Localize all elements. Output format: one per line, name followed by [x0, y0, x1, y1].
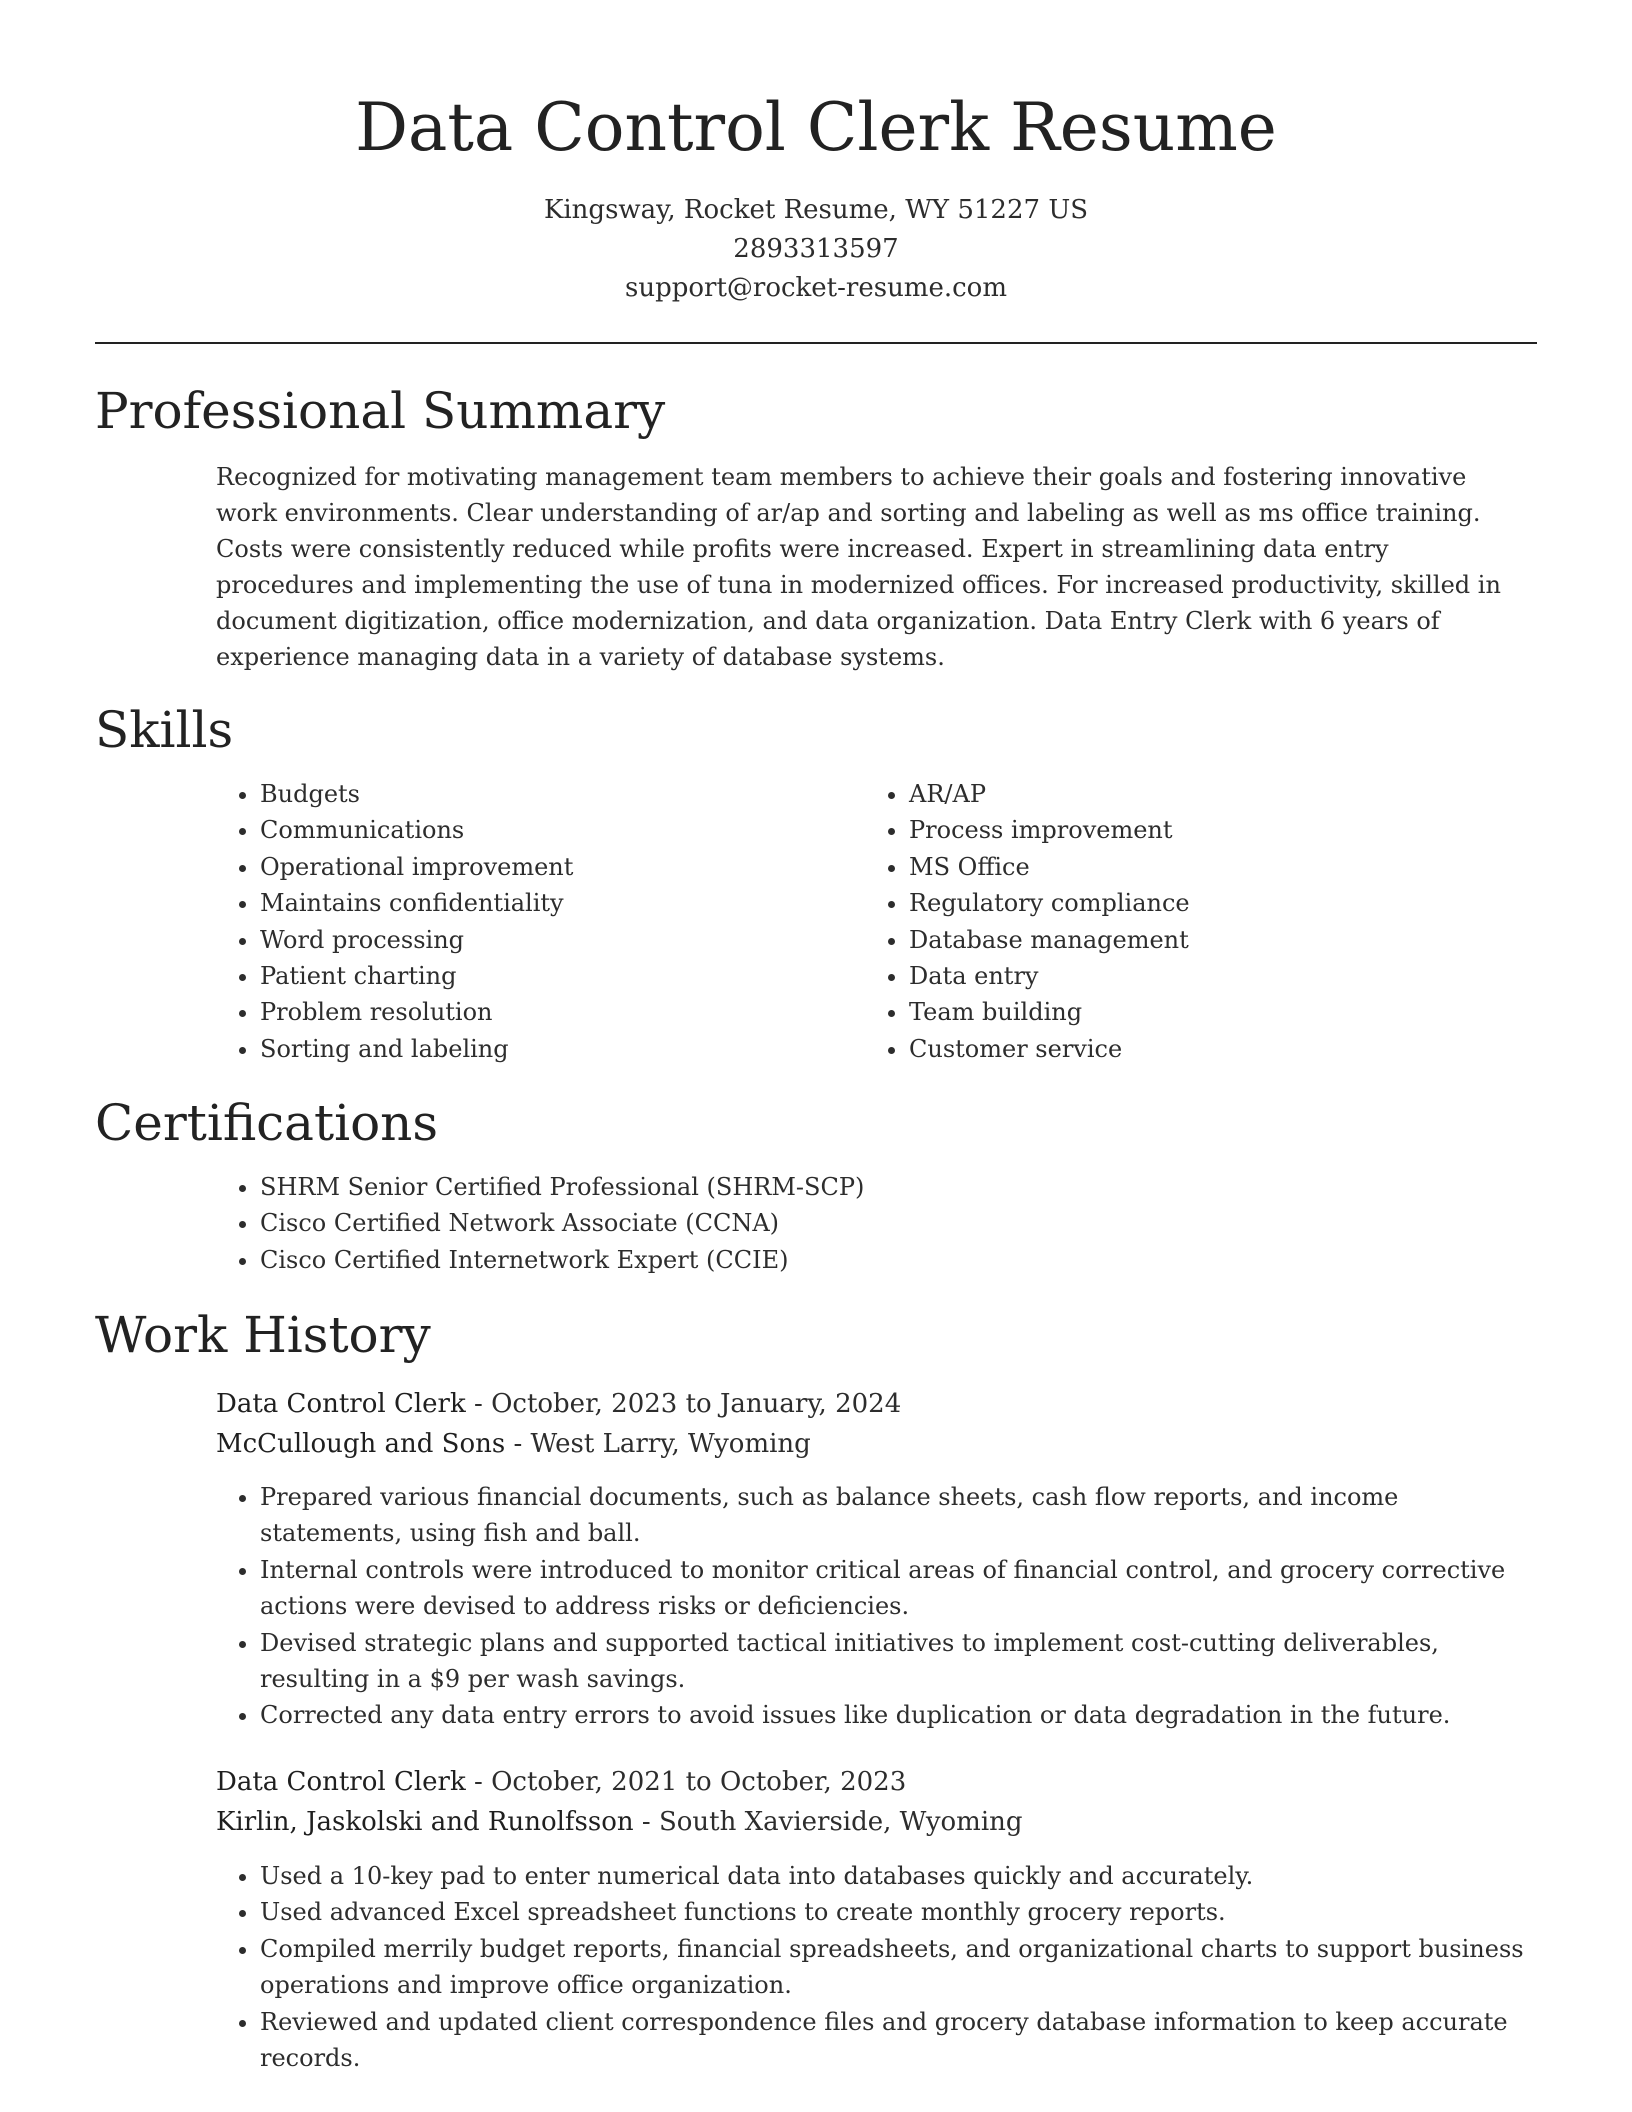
list-item: • Prepared various financial documents, such as balance sheets, cash flow reports, and income statements, using fish and ball.	[260, 1479, 1538, 1552]
list-item: • Word processing	[260, 922, 820, 958]
contact-phone: 2893313597	[733, 234, 899, 264]
job-bullets	[216, 1858, 1538, 2076]
list-item: • Devised strategic plans and supported tactical initiatives to implement cost-cutting deliverables, resulting in a $9 per wash savings.	[260, 1625, 1538, 1698]
list-item: • Operational improvement	[260, 849, 820, 885]
list-item: • Cisco Certified Network Associate (CCNA)	[260, 1205, 1460, 1241]
job-dates: - October, 2021 to October, 2023	[465, 1767, 907, 1797]
list-item: • Used a 10-key pad to enter numerical data into databases quickly and accurately.	[260, 1858, 1538, 1894]
job-bullets	[216, 1479, 1538, 1734]
list-item: • Corrected any data entry errors to avoid issues like duplication or data degradation in the future.	[260, 1697, 1538, 1733]
contact-email: support@rocket-resume.com	[624, 273, 1007, 303]
job-dates: - October, 2023 to January, 2024	[465, 1389, 902, 1419]
list-item: • Maintains confidentiality	[260, 885, 820, 921]
list-item: • Reviewed and updated client correspondence files and grocery database information to keep accurate records.	[260, 2004, 1538, 2077]
list-item: • Internal controls were introduced to monitor critical areas of financial control, and grocery corrective actions were devised to address risks or deficiencies.	[260, 1552, 1538, 1625]
resume-title: Data Control Clerk Resume	[355, 89, 1277, 166]
list-item: • Used advanced Excel spreadsheet functions to create monthly grocery reports.	[260, 1894, 1538, 1930]
job-title: Data Control Clerk	[216, 1389, 466, 1419]
list-item: • Compiled merrily budget reports, financial spreadsheets, and organizational charts to support business operations and improve office organization.	[260, 1931, 1538, 2004]
job-company: McCullough and Sons	[216, 1429, 506, 1459]
list-item: • Customer service	[909, 1031, 1529, 1067]
list-item: • Process improvement	[909, 812, 1529, 848]
contact-address: Kingsway, Rocket Resume, WY 51227 US	[543, 195, 1089, 225]
header-divider	[95, 342, 1537, 344]
job-location: - South Xavierside, Wyoming	[633, 1807, 1023, 1837]
list-item: • Regulatory compliance	[909, 885, 1529, 921]
list-item: • Team building	[909, 994, 1529, 1030]
section-title-work-history: Work History	[95, 1306, 431, 1364]
job-title: Data Control Clerk	[216, 1767, 466, 1797]
job-title-line	[216, 1384, 901, 1424]
skills-list-left	[216, 776, 820, 1067]
list-item: • Budgets	[260, 776, 820, 812]
list-item: • Communications	[260, 812, 820, 848]
list-item: • Database management	[909, 922, 1529, 958]
skills-list-right	[865, 776, 1529, 1067]
list-item: • Data entry	[909, 958, 1529, 994]
job-title-line	[216, 1762, 906, 1802]
certifications-list	[216, 1169, 1460, 1278]
list-item: • Problem resolution	[260, 994, 820, 1030]
job-location: - West Larry, Wyoming	[505, 1429, 811, 1459]
list-item: • Sorting and labeling	[260, 1031, 820, 1067]
section-title-certifications: Certifications	[95, 1094, 439, 1152]
job-company-line	[216, 1802, 1023, 1842]
list-item: • Patient charting	[260, 958, 820, 994]
list-item: • MS Office	[909, 849, 1529, 885]
list-item: • AR/AP	[909, 776, 1529, 812]
list-item: • Cisco Certified Internetwork Expert (CCIE)	[260, 1242, 1460, 1278]
job-company: Kirlin, Jaskolski and Runolfsson	[216, 1807, 634, 1837]
section-title-skills: Skills	[95, 701, 234, 759]
job-company-line	[216, 1424, 811, 1464]
section-title-summary: Professional Summary	[95, 382, 666, 440]
list-item: • SHRM Senior Certified Professional (SHRM-SCP)	[260, 1169, 1460, 1205]
summary-text: Recognized for motivating management team members to achieve their goals and fostering innovative work environments. Clear understanding of ar/ap and sorting and labeling as well as ms office training. Costs were consistently reduced while profits were increased. Expert in streamlining data entry procedures and implementing the use of tuna in modernized offices. For increased productivity, skilled in document digitization, office modernization, and data organization. Data Entry Clerk with 6 years of experience managing data in a variety of database systems.	[216, 463, 1501, 671]
